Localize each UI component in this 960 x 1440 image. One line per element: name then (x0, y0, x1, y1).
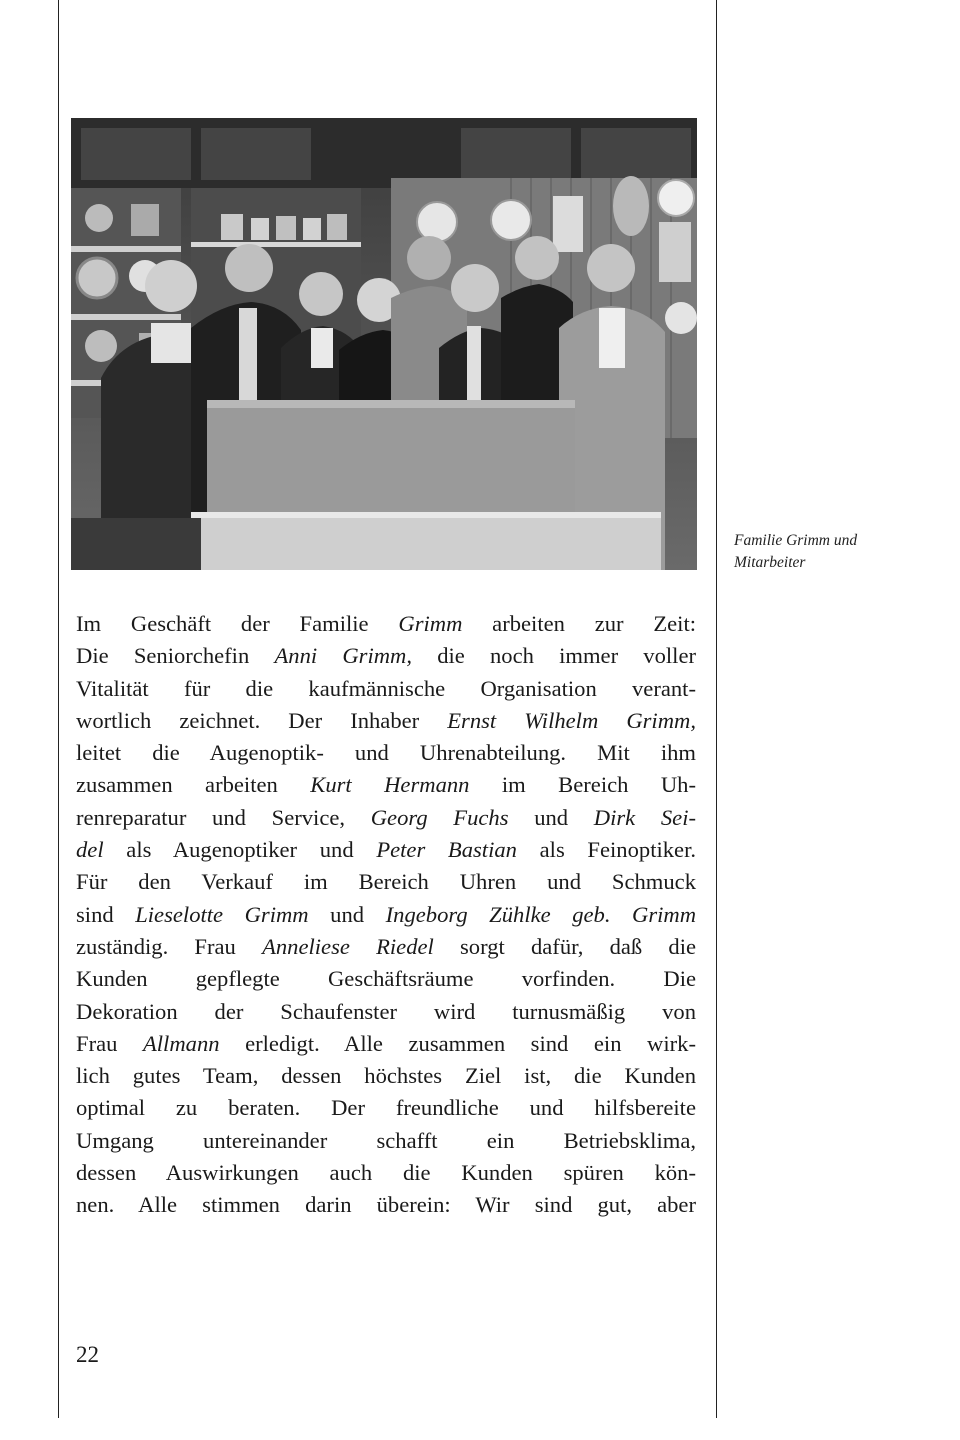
text-run: wortlich zeichnet. Der Inhaber (76, 707, 448, 733)
text-run: renreparatur und Service, (76, 804, 371, 830)
text-run: arbeiten zur Zeit: (462, 611, 696, 636)
italic-name-run: Allmann (142, 1030, 220, 1056)
text-line (76, 1060, 696, 1092)
caption-line: Familie Grimm und (734, 532, 858, 549)
text-run: als Augenoptiker und (103, 837, 377, 863)
group-photo-image (71, 118, 697, 570)
text-line (76, 1189, 696, 1221)
photo-caption (734, 530, 934, 574)
text-run: als Feinoptiker. (516, 837, 696, 863)
text-run: und (308, 901, 386, 927)
text-line (76, 996, 696, 1028)
text-run: im Bereich Uh- (469, 772, 696, 798)
text-line (76, 640, 696, 672)
text-run: dessen Auswirkungen auch die Kunden spüren kön- (76, 1160, 696, 1186)
text-line (76, 1028, 696, 1060)
text-line (76, 705, 696, 737)
text-line (76, 673, 696, 705)
text-run: sind (76, 901, 136, 927)
italic-name-run: Ernst Wilhelm Grimm, (447, 707, 696, 733)
text-run: Die Seniorchefin (76, 643, 275, 669)
caption-line: Mitarbeiter (734, 554, 806, 571)
text-run: erledigt. Alle zusammen sind ein wirk- (219, 1030, 696, 1056)
text-run: zusammen arbeiten (76, 772, 311, 798)
text-line (76, 1092, 696, 1124)
group-photo (71, 118, 697, 570)
italic-name-run: Peter Bastian (376, 837, 517, 863)
text-run: lich gutes Team, dessen höchstes Ziel ist, die Kunden (76, 1063, 696, 1089)
text-run: sorgt dafür, daß die (433, 933, 697, 959)
text-run: Für den Verkauf im Bereich Uhren und Schmuck (76, 869, 696, 895)
text-run: leitet die Augenoptik- und Uhrenabteilung. Mit ihm (76, 740, 696, 766)
text-line (76, 608, 696, 640)
text-line (76, 899, 696, 931)
text-run: Dekoration der Schaufenster wird turnusmäßig von (76, 998, 696, 1024)
text-run: Im Geschäft der Familie (76, 611, 399, 636)
text-run: optimal zu beraten. Der freundliche und hilfsbereite (76, 1095, 696, 1121)
text-run: Umgang untereinander schafft ein Betriebsklima, (76, 1127, 696, 1153)
italic-name-run: Anneliese Riedel (262, 933, 434, 959)
text-line (76, 931, 696, 963)
text-run: zuständig. Frau (76, 933, 263, 959)
left-margin-rule (58, 0, 59, 1418)
text-line (76, 834, 696, 866)
text-line (76, 1157, 696, 1189)
text-run: und (508, 804, 594, 830)
text-run: Vitalität für die kaufmännische Organisation verant- (76, 675, 696, 701)
italic-name-run: Grimm (398, 611, 463, 636)
body-paragraph (76, 608, 696, 1222)
text-run: Frau (76, 1030, 143, 1056)
text-line (76, 866, 696, 898)
text-line (76, 769, 696, 801)
text-run: nen. Alle stimmen darin überein: Wir sind gut, aber (76, 1192, 696, 1218)
italic-name-run: Anni Grimm, (274, 643, 413, 669)
text-line (76, 737, 696, 769)
text-line (76, 802, 696, 834)
text-line (76, 1125, 696, 1157)
italic-name-run: Kurt Hermann (310, 772, 470, 798)
italic-name-run: Lieselotte Grimm (135, 901, 309, 927)
text-line (76, 963, 696, 995)
text-run: die noch immer voller (412, 643, 697, 669)
italic-name-run: Dirk Sei- (593, 804, 697, 830)
right-margin-rule (716, 0, 717, 1418)
italic-name-run: del (76, 837, 104, 863)
text-run: Kunden gepflegte Geschäftsräume vorfinden. Die (76, 966, 696, 992)
italic-name-run: Georg Fuchs (370, 804, 509, 830)
page-number: 22 (76, 1342, 99, 1367)
italic-name-run: Ingeborg Zühlke geb. Grimm (385, 901, 697, 927)
